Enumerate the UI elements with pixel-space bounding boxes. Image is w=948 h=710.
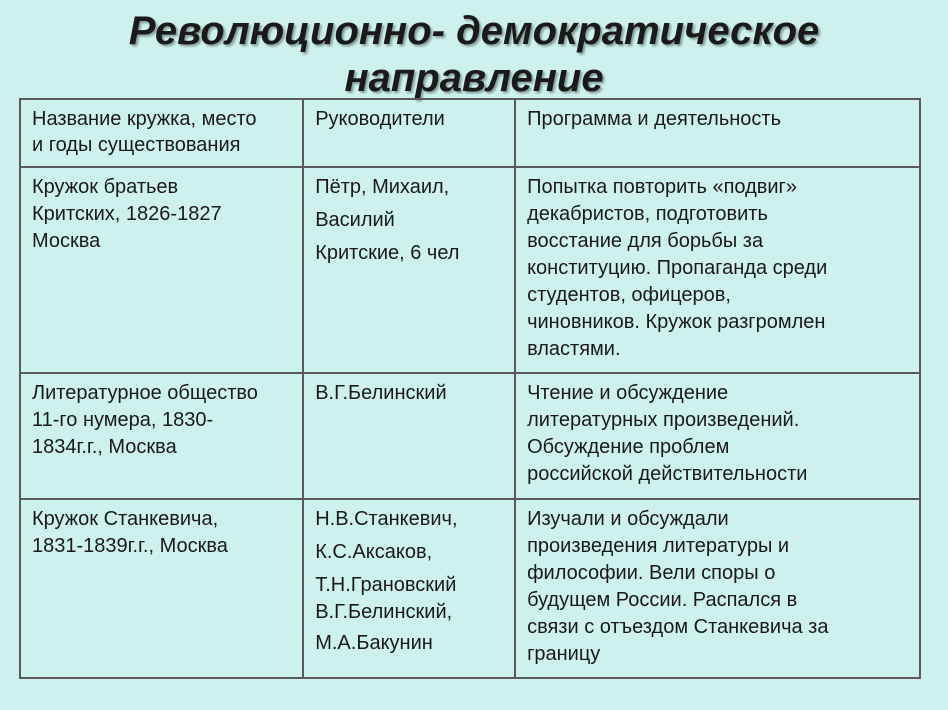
circles-table	[19, 98, 921, 679]
cell-line: властями.	[527, 338, 621, 360]
cell-leaders	[303, 167, 515, 373]
slide-title-line-2: направление	[344, 56, 604, 100]
cell-program	[515, 499, 920, 678]
cell-line: Попытка повторить «подвиг»	[527, 176, 797, 198]
cell-line: чиновников. Кружок разгромлен	[527, 311, 826, 333]
cell-line: Изучали и обсуждали	[527, 508, 729, 530]
cell-line: Н.В.Станкевич,	[315, 508, 458, 530]
table-row	[20, 167, 920, 373]
header-leaders	[303, 99, 515, 167]
cell-line: Чтение и обсуждение	[527, 382, 729, 404]
cell-line: 11-го нумера, 1830-	[32, 409, 214, 431]
cell-line: философии. Вели споры о	[527, 562, 776, 584]
cell-leaders	[303, 499, 515, 678]
cell-name	[20, 499, 303, 678]
cell-line: Обсуждение проблем	[527, 436, 730, 458]
cell-line: российской действительности	[527, 463, 808, 485]
header-program-line: Программа и деятельность	[527, 108, 782, 130]
cell-line: 1834г.г., Москва	[32, 436, 177, 458]
cell-line: Москва	[32, 230, 101, 252]
cell-name	[20, 373, 303, 499]
cell-line: будущем России. Распался в	[527, 589, 798, 611]
cell-line: декабристов, подготовить	[527, 203, 768, 225]
cell-line: произведения литературы и	[527, 535, 790, 557]
cell-line: 1831-1839г.г., Москва	[32, 535, 228, 557]
cell-line: Критских, 1826-1827	[32, 203, 222, 225]
cell-line: М.А.Бакунин	[315, 632, 433, 654]
table-header-row	[20, 99, 920, 167]
table-row	[20, 373, 920, 499]
cell-line: студентов, офицеров,	[527, 284, 731, 306]
header-name-line: Название кружка, место	[32, 108, 257, 130]
slide-title-line-1: Революционно- демократическое	[128, 9, 820, 53]
cell-line: Кружок братьев	[32, 176, 179, 198]
cell-line: конституцию. Пропаганда среди	[527, 257, 828, 279]
cell-leaders	[303, 373, 515, 499]
cell-name	[20, 167, 303, 373]
table-row	[20, 499, 920, 678]
cell-line: Василий	[315, 209, 395, 231]
cell-line: связи с отъездом Станкевича за	[527, 616, 829, 638]
cell-line: Пётр, Михаил,	[315, 176, 450, 198]
slide-title	[0, 8, 948, 102]
cell-line: Т.Н.Грановский	[315, 574, 457, 596]
header-name	[20, 99, 303, 167]
cell-line: В.Г.Белинский,	[315, 601, 453, 623]
cell-program	[515, 373, 920, 499]
cell-program	[515, 167, 920, 373]
cell-line: Кружок Станкевича,	[32, 508, 219, 530]
cell-line: Критские, 6 чел	[315, 242, 460, 264]
cell-line: литературных произведений.	[527, 409, 800, 431]
cell-line: В.Г.Белинский	[315, 382, 447, 404]
cell-line: К.С.Аксаков,	[315, 541, 433, 563]
cell-line: восстание для борьбы за	[527, 230, 764, 252]
cell-line: границу	[527, 643, 601, 665]
header-name-line: и годы существования	[32, 134, 241, 156]
header-leaders-line: Руководители	[315, 108, 445, 130]
header-program	[515, 99, 920, 167]
cell-line: Литературное общество	[32, 382, 258, 404]
